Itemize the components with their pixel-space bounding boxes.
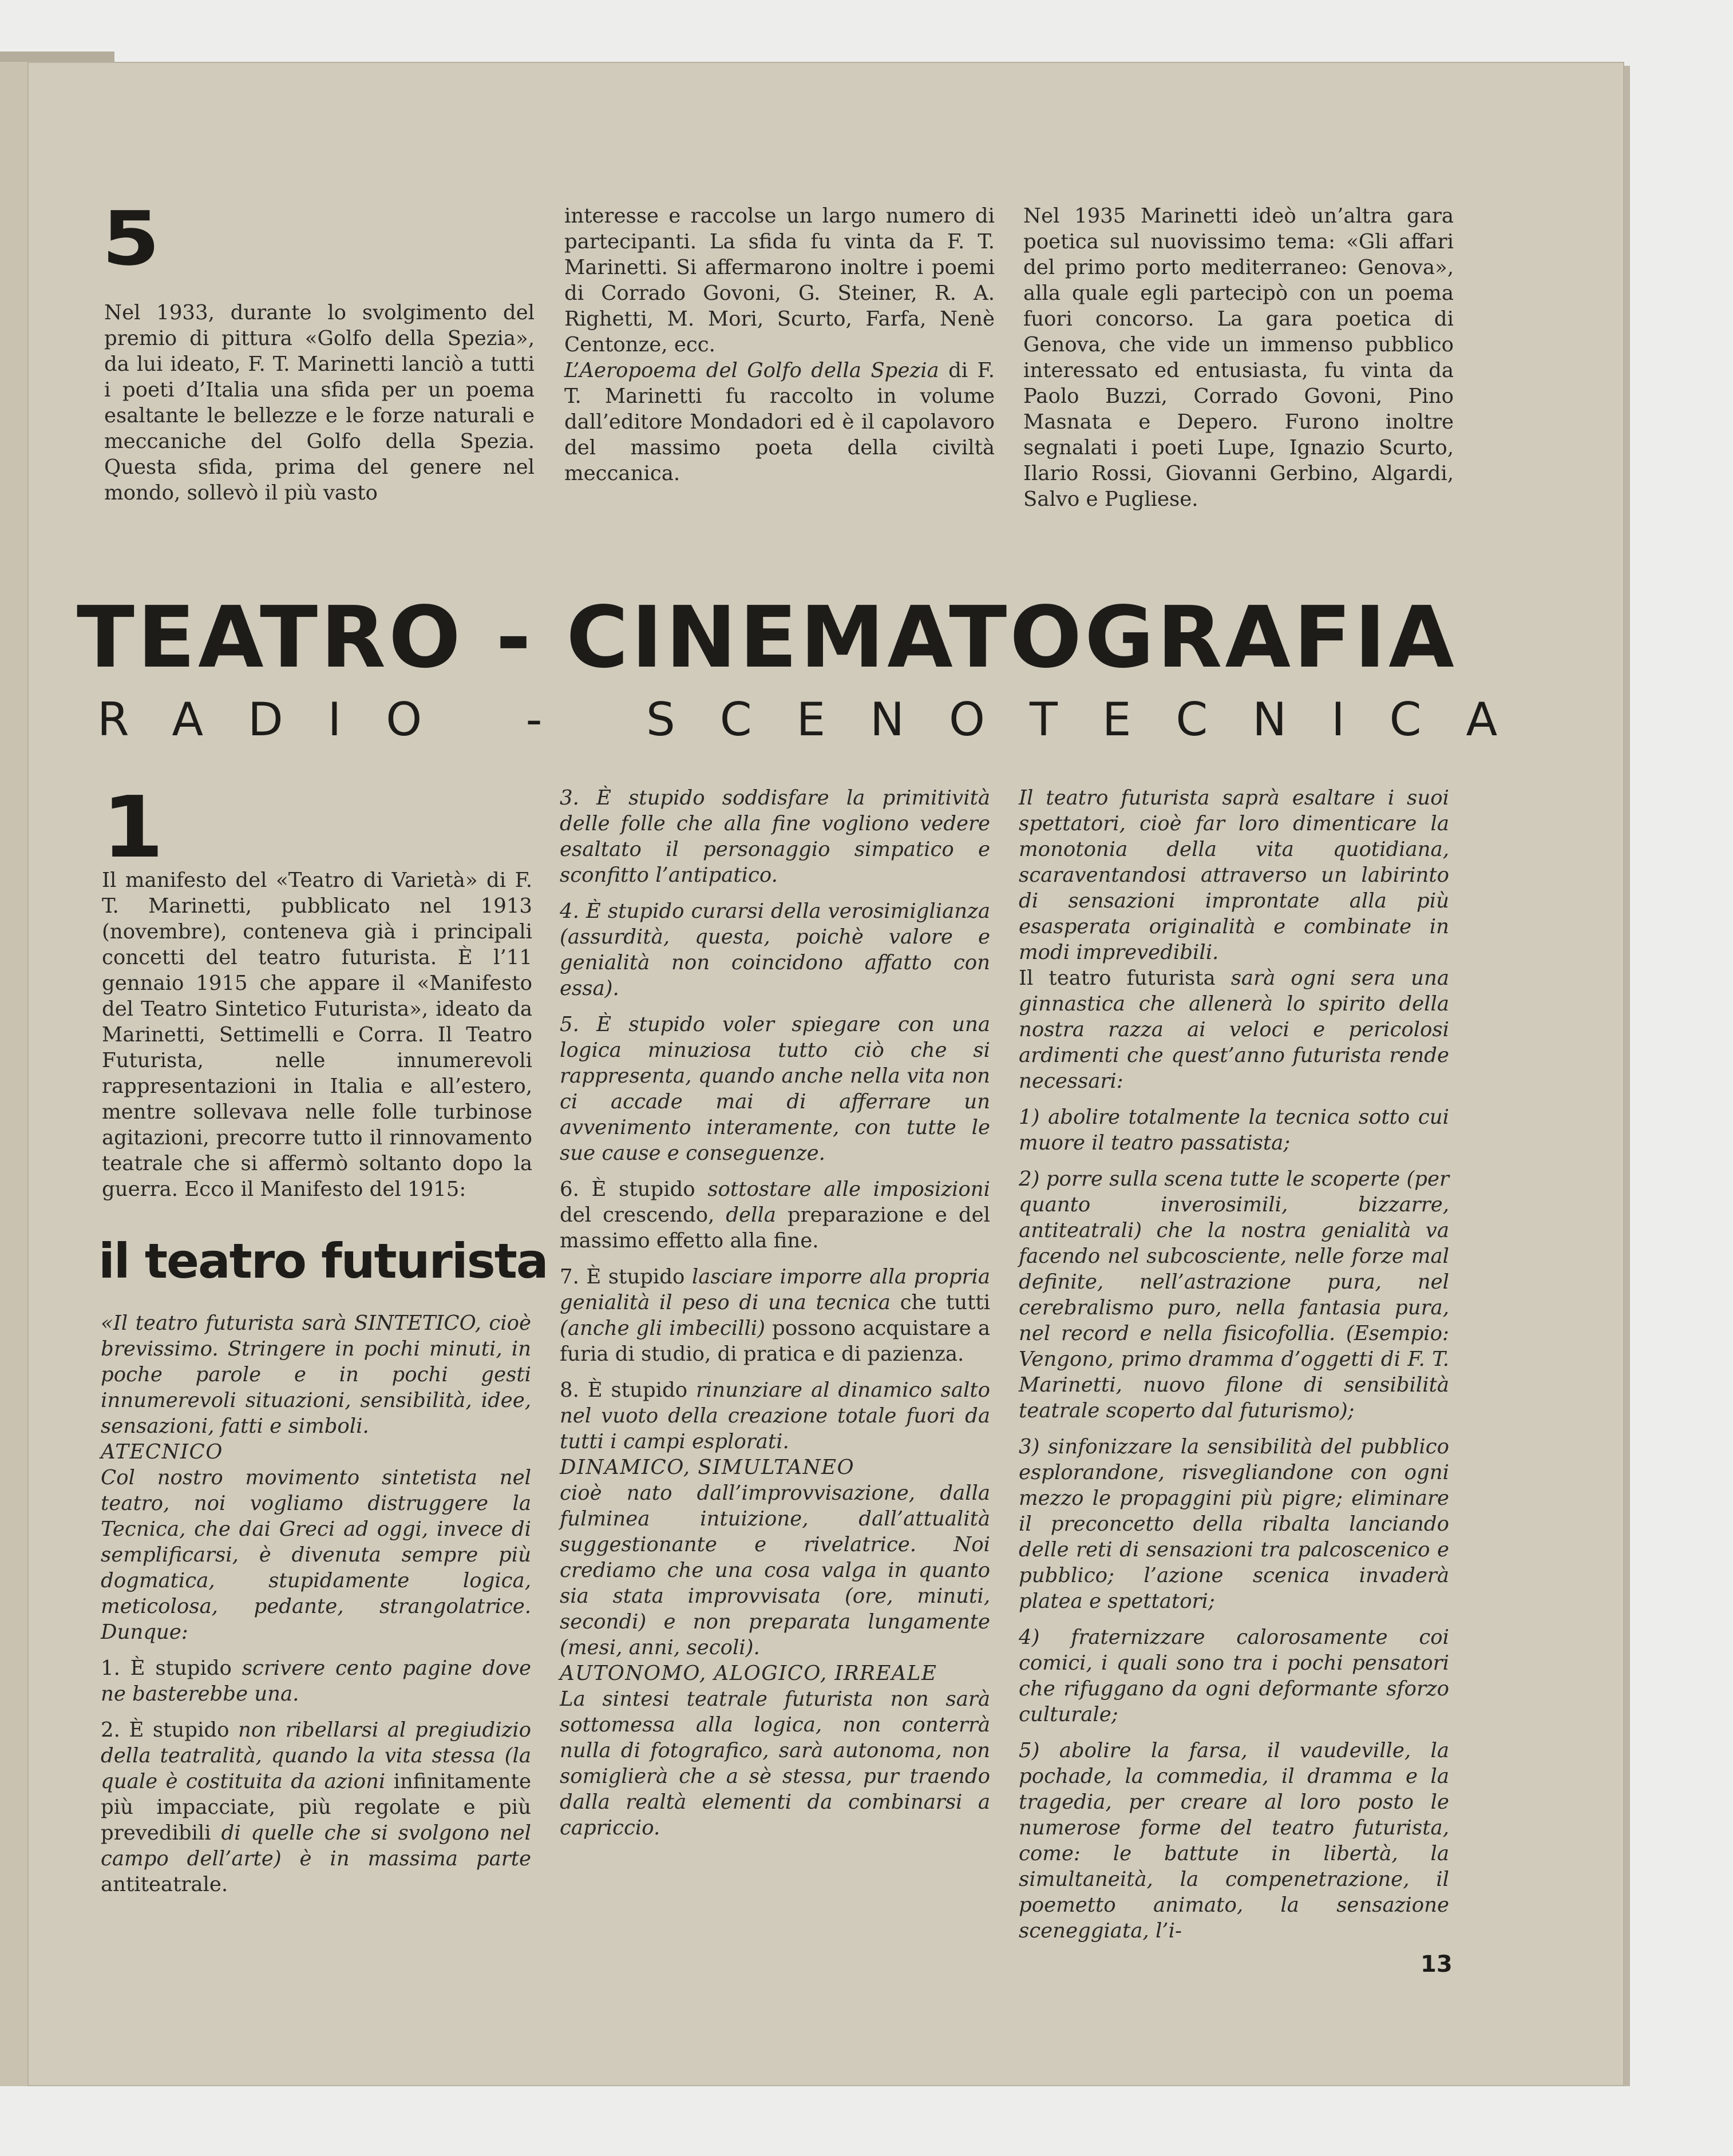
col3-paragraph-1-text: saprà esaltare i suoi spettatori, cioè far loro dimenticare la monotonia della vita quotidiana, scaraventandosi attraverso un labirinto di sensazioni improntate alla più esasperata originalità e combinate in modi imprevedibili.	[1019, 786, 1449, 964]
list-item-5: 5) abolire la farsa, il vaudeville, la pochade, la commedia, il dramma e la tragedia, per creare al loro posto le numerose forme del teatro futurista, come: le battute in libertà, la simultaneità, la compenetrazione, il poemetto animato, la sensazione sceneggiata, l’i-	[1019, 1739, 1449, 1943]
page-headline: TEATRO - CINEMATOGRAFIA	[77, 588, 1457, 687]
section-1-number: 1	[102, 778, 164, 877]
section-5-number: 5	[102, 195, 160, 282]
list-item-1: 1) abolire totalmente la tecnica sotto cui muore il teatro passatista;	[1019, 1105, 1449, 1155]
point-1-lead: 1. È stupido	[101, 1656, 242, 1680]
col3-paragraph-2-lead: Il teatro futurista	[1019, 966, 1231, 990]
article-title: il teatro futurista	[98, 1233, 548, 1289]
page-number: 13	[1421, 1951, 1453, 1977]
binding-edge	[0, 51, 114, 62]
aeropoema-title: L’Aeropoema del Golfo della Spezia	[564, 359, 939, 382]
point-6-text-a: sottostare alle imposizioni	[707, 1178, 991, 1201]
section-5-column-1: Nel 1933, durante lo svolgimento del premio di pittura «Golfo della Spezia», da lui ideato, F. T. Marinetti lanciò a tutti i poeti d’Italia una sfida per un poema esaltante le bellezze e le forze naturali e meccaniche del Golfo della Spezia. Questa sfida, prima del genere nel mondo, sollevò il più vasto	[104, 301, 535, 505]
manifesto-column-2	[560, 785, 990, 1841]
point-8-lead: 8. È stupido	[560, 1378, 696, 1402]
point-3: 3. È stupido soddisfare la primitività delle folle che alla fine vogliono vedere esaltato il personaggio simpatico e sconfitto l’antipatico.	[560, 786, 990, 887]
point-2-text-a: non ribellarsi al pregiudizio della teatralità, quando la vita stessa (la quale è costituita da azioni	[101, 1718, 531, 1793]
point-7-text-c: (anche gli imbecilli)	[560, 1317, 766, 1340]
manifesto-column-3	[1019, 785, 1449, 1944]
page-subheadline: RADIO - SCENOTECNICA	[97, 693, 1542, 746]
point-8-text: rinunziare al dinamico salto nel vuoto della creazione totale fuori da tutti i campi esplorati.	[560, 1378, 990, 1453]
page-edge	[1624, 66, 1630, 2086]
atecnico-heading: ATECNICO	[101, 1440, 223, 1464]
point-2-text-b: infinitamente più impacciate, più regolate e più prevedibili	[101, 1770, 531, 1845]
section-1-intro: Il manifesto del «Teatro di Varietà» di F. T. Marinetti, pubblicato nel 1913 (novembre), conteneva già i principali concetti del teatro futurista. È l’11 gennaio 1915 che appare il «Manifesto del Teatro Sintetico Futurista», ideato da Marinetti, Settimelli e Corra. Il Teatro Futurista, nelle innumerevoli rappresentazioni in Italia e all’estero, mentre sollevava nelle folle turbinose agitazioni, precorre tutto il rinnovamento teatrale che si affermò soltanto dopo la guerra. Ecco il Manifesto del 1915:	[102, 869, 532, 1201]
list-item-2: 2) porre sulla scena tutte le scoperte (per quanto inverosimili, bizzarre, antiteatrali) che la nostra genialità va facendo nel subcosciente, nelle forze mal definite, nell’astrazione pura, nel cerebralismo puro, nella fantasia pura, nel record e nella fisicofollia. (Esempio: Vengono, primo dramma d’oggetti di F. T. Marinetti, nuovo filone di sensibilità teatrale scoperto dal futurismo);	[1019, 1167, 1449, 1422]
sintetico-paragraph: «Il teatro futurista sarà SINTETICO, cioè brevissimo. Stringere in pochi minuti, in poche parole e in pochi gesti innumerevoli situazioni, sensibilità, idee, sensazioni, fatti e simboli.	[101, 1311, 531, 1438]
autonomo-paragraph: La sintesi teatrale futurista non sarà sottomessa alla logica, non conterrà nulla di fotografico, sarà autonoma, non somiglierà che a sè stessa, pur traendo dalla realtà elementi da combinarsi a capriccio.	[560, 1687, 990, 1840]
point-7-text-b: che tutti	[890, 1291, 990, 1314]
point-8	[560, 1377, 990, 1454]
point-6	[560, 1176, 990, 1254]
page-spine	[0, 54, 30, 2086]
point-5: 5. È stupido voler spiegare con una logica minuziosa tutto ciò che si rappresenta, quando anche nella vita non ci accade mai di afferrare un avvenimento interamente, con tutte le sue cause e conseguenze.	[560, 1013, 990, 1165]
point-6-text-b: del crescendo,	[560, 1203, 726, 1227]
point-2	[101, 1717, 531, 1897]
col3-paragraph-1	[1019, 785, 1449, 965]
autonomo-heading: AUTONOMO, ALOGICO, IRREALE	[560, 1662, 937, 1685]
point-2-text-c: di quelle che si svolgono nel campo dell’arte) è in massima parte	[101, 1821, 531, 1870]
col3-paragraph-1-lead: Il teatro futurista	[1019, 786, 1222, 810]
point-6-text-c: della	[726, 1203, 776, 1227]
section-5-column-2-aeropoema	[564, 358, 995, 486]
point-1-text: scrivere cento pagine dove ne basterebbe una.	[101, 1656, 531, 1706]
atecnico-paragraph: Col nostro movimento sintetista nel teatro, noi vogliamo distruggere la Tecnica, che dai Greci ad oggi, invece di semplificarsi, è divenuta sempre più dogmatica, stupidamente logica, meticolosa, pedante, strangolatrice. Dunque:	[101, 1466, 531, 1644]
point-1	[101, 1655, 531, 1707]
point-6-text-d: preparazione e del massimo effetto alla fine.	[560, 1203, 991, 1253]
point-6-lead: 6. È stupido	[560, 1178, 708, 1201]
point-2-text-d: antiteatrale.	[101, 1873, 228, 1896]
manifesto-column-1	[101, 1310, 531, 1897]
point-7	[560, 1264, 990, 1367]
section-5-column-2	[564, 203, 995, 486]
col3-paragraph-2-text: sarà ogni sera una ginnastica che allenerà lo spirito della nostra razza ai veloci e pericolosi ardimenti che quest’anno futurista rende necessari:	[1019, 966, 1449, 1093]
dinamico-paragraph: cioè nato dall’improvvisazione, dalla fulminea intuizione, dall’attualità suggestionante e rivelatrice. Noi crediamo che una cosa valga in quanto sia stata improvvisata (ore, minuti, secondi) e non preparata lungamente (mesi, anni, secoli).	[560, 1481, 990, 1659]
col3-paragraph-2	[1019, 965, 1449, 1094]
point-7-text-a: lasciare imporre alla propria genialità il peso di una tecnica	[560, 1265, 990, 1314]
list-item-4: 4) fraternizzare calorosamente coi comici, i quali sono tra i pochi pensatori che rifuggano da ogni deformante sforzo culturale;	[1019, 1626, 1449, 1726]
point-2-lead: 2. È stupido	[101, 1718, 239, 1742]
section-5-column-3: Nel 1935 Marinetti ideò un’altra gara poetica sul nuovissimo tema: «Gli affari del primo porto mediterraneo: Genova», alla quale egli partecipò con un poema fuori concorso. La gara poetica di Genova, che vide un immenso pubblico interessato ed entusiasta, fu vinta da Paolo Buzzi, Corrado Govoni, Pino Masnata e Depero. Furono inoltre segnalati i poeti Lupe, Ignazio Scurto, Ilario Rossi, Giovanni Gerbino, Algardi, Salvo e Pugliese.	[1023, 204, 1454, 511]
point-4: 4. È stupido curarsi della verosimiglianza (assurdità, questa, poichè valore e genialità non coincidono affatto con essa).	[560, 899, 990, 1000]
aeropoema-text: di F. T. Marinetti fu raccolto in volume dall’editore Mondadori ed è il capolavoro del massimo poeta della civiltà meccanica.	[564, 359, 995, 485]
point-7-text-d: possono acquistare a furia di studio, di pratica e di pazienza.	[560, 1317, 991, 1366]
list-item-3: 3) sinfonizzare la sensibilità del pubblico esplorandone, risvegliandone con ogni mezzo le propaggini più pigre; eliminare il preconcetto della ribalta lanciando delle reti di sensazioni tra palcoscenico e pubblico; l’azione scenica invaderà platea e spettatori;	[1019, 1435, 1449, 1613]
dinamico-heading: DINAMICO, SIMULTANEO	[560, 1456, 855, 1479]
point-7-lead: 7. È stupido	[560, 1265, 692, 1289]
section-5-column-2-text: interesse e raccolse un largo numero di partecipanti. La sfida fu vinta da F. T. Marinetti. Si affermarono inoltre i poemi di Corrado Govoni, G. Steiner, R. A. Righetti, M. Mori, Scurto, Farfa, Nenè Centonze, ecc.	[564, 204, 995, 356]
